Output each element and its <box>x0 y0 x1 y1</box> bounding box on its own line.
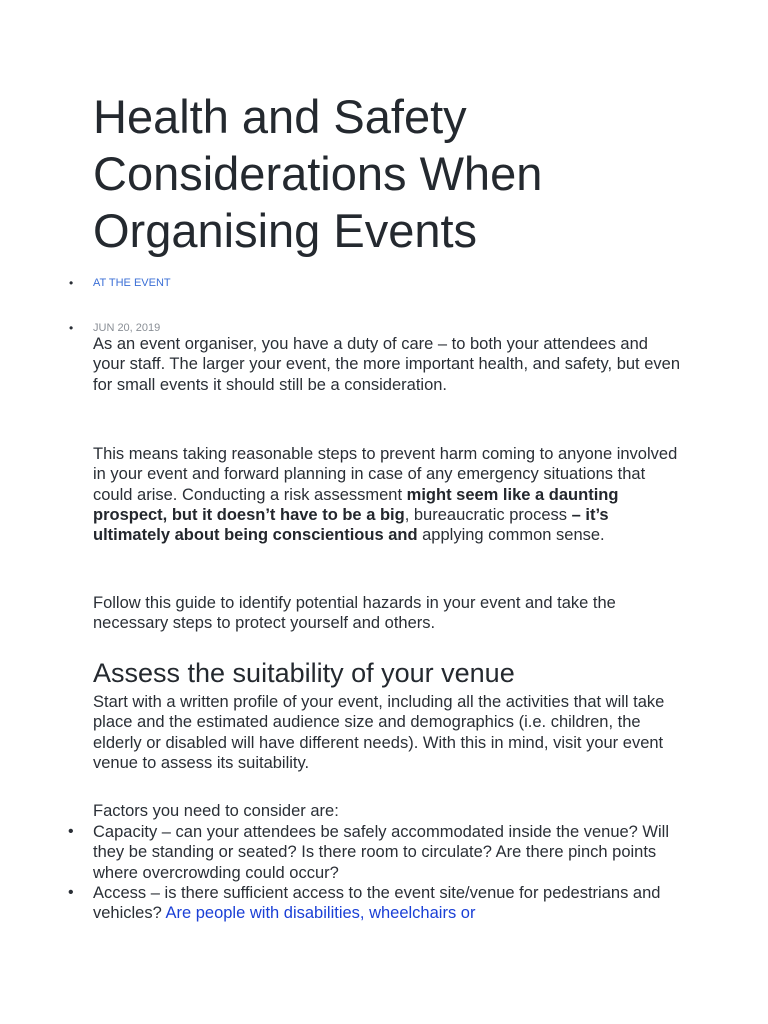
publish-date-text: JUN 20, 2019 <box>93 322 161 334</box>
p2-text-3: applying common sense. <box>417 526 605 545</box>
section-paragraph: Start with a written profile of your event, including all the activities that will take place and the estimated audience size and demographics (i.e. children, the elderly or disabled will have different needs). With this in mind, visit your event venue to assess its suitability. <box>93 693 665 772</box>
factor-term: Access <box>93 884 147 902</box>
intro-text: As an event organiser, you have a duty of care – to both your attendees and your staff. The larger your event, the more important health, and safety, but even for small events it should still be a consideration. <box>93 335 680 394</box>
bullet-icon: • <box>69 276 74 290</box>
list-item <box>68 822 683 883</box>
factor-text: – is there sufficient access to the event site/venue for pedestrians and vehicles? <box>93 884 661 923</box>
factors-intro: Factors you need to consider are: <box>93 802 339 820</box>
p2-bold-1: might seem like a daunting prospect, but it doesn’t have to be a big <box>93 485 619 524</box>
factor-text: – can your attendees be safely accommodated inside the venue? Will they be standing or seated? Is there room to circulate? Are there pinch points where overcrowding could occur? <box>93 823 670 882</box>
accessibility-link[interactable]: Are people with disabilities, wheelchairs or <box>165 904 476 923</box>
p2-text-2: , bureaucratic process <box>404 505 572 524</box>
bullet-icon: • <box>68 884 74 901</box>
list-item <box>68 883 683 924</box>
category-tag[interactable] <box>69 276 171 290</box>
intro-paragraph <box>93 334 683 395</box>
p2-text-1: This means taking reasonable steps to prevent harm coming to anyone involved in your event and forward planning in case of any emergency situations that could arise. Conducting a risk assessment <box>93 445 678 504</box>
guide-paragraph: Follow this guide to identify potential hazards in your event and take the necessary steps to protect yourself and others. <box>93 594 616 633</box>
p2-bold-2: – it’s ultimately about being conscientious and <box>93 505 609 545</box>
category-label[interactable]: AT THE EVENT <box>93 277 171 289</box>
bullet-icon: • <box>68 823 74 840</box>
bullet-icon: • <box>69 321 74 335</box>
risk-assessment-paragraph <box>93 444 683 545</box>
article-title: Health and Safety Considerations When Organising Events <box>93 90 543 257</box>
section-heading: Assess the suitability of your venue <box>93 658 515 688</box>
factor-term: Capacity <box>93 823 158 841</box>
